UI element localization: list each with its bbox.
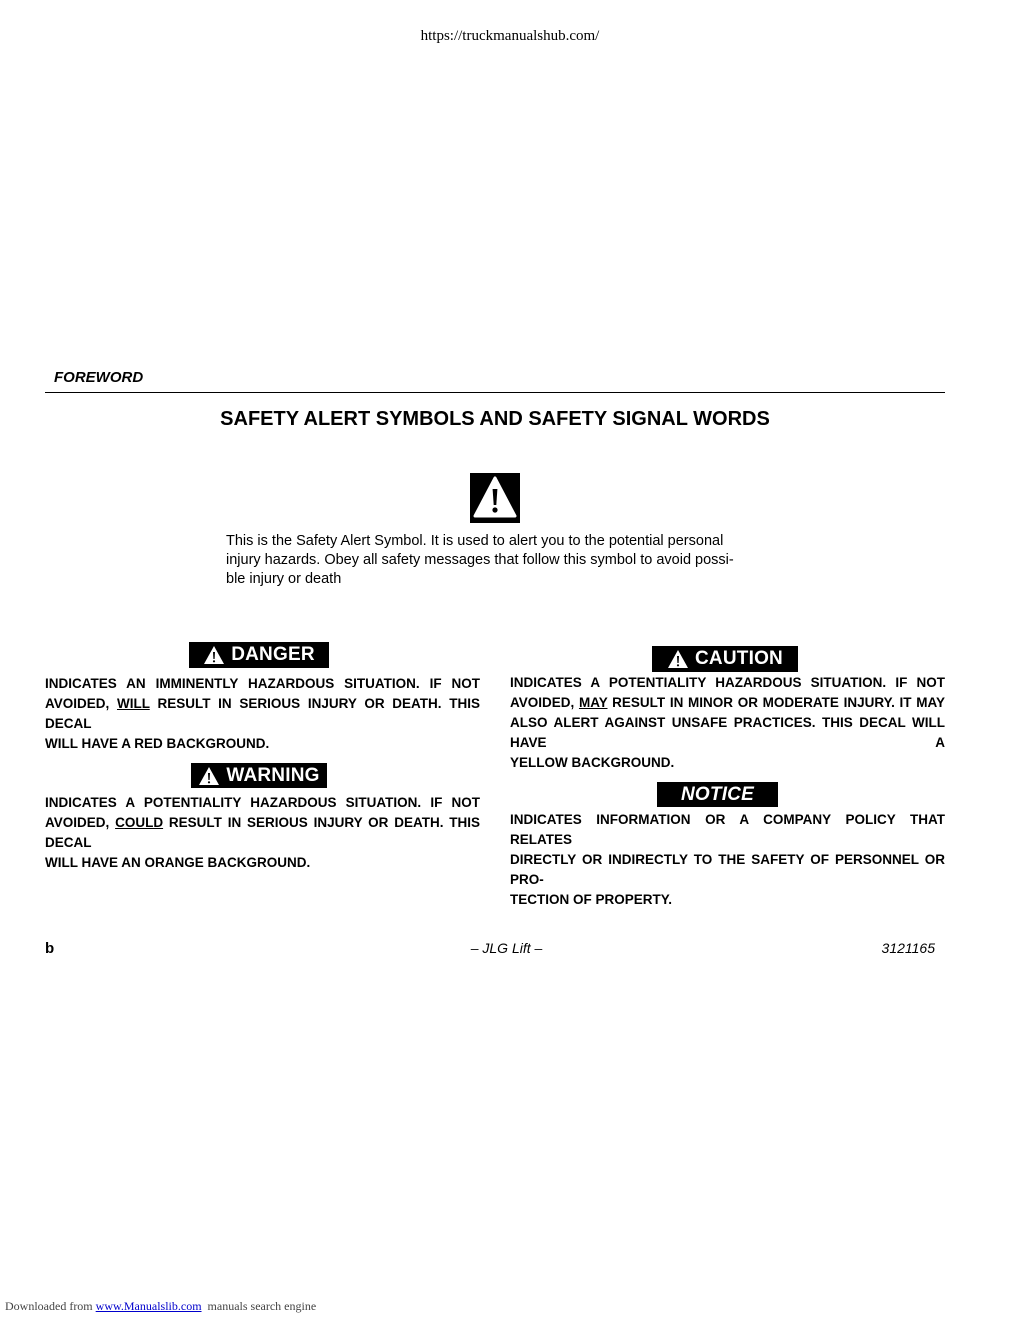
desc-line [45, 694, 480, 734]
danger-label: DANGER [231, 644, 315, 665]
emphasis-word: COULD [115, 815, 164, 830]
desc-text: RESULT IN SERIOUS INJURY OR DEATH. THIS DECAL [45, 696, 481, 731]
emphasis-word: WILL [116, 696, 150, 711]
intro-line: This is the Safety Alert Symbol. It is used to alert you to the potential personal [226, 533, 724, 549]
section-label: FOREWORD [54, 369, 144, 386]
page-number: b [45, 940, 55, 957]
desc-line: WILL HAVE AN ORANGE BACKGROUND. [45, 855, 311, 870]
warning-triangle-icon [667, 649, 689, 669]
page-title: SAFETY ALERT SYMBOLS AND SAFETY SIGNAL WORDS [220, 408, 770, 430]
document-number: 3121165 [881, 940, 935, 956]
notice-signal-badge [657, 782, 778, 807]
warning-signal-badge [191, 763, 327, 788]
caution-description [510, 673, 945, 773]
divider [45, 392, 945, 393]
desc-line: YELLOW BACKGROUND. [510, 755, 675, 770]
desc-line [45, 813, 480, 853]
download-note-suffix: manuals search engine [201, 1299, 317, 1313]
emphasis-word: MAY [578, 695, 608, 710]
warning-label: WARNING [226, 764, 320, 786]
danger-signal-badge [189, 642, 329, 668]
desc-line: INDICATES A POTENTIALITY HAZARDOUS SITUATION. IF NOT [45, 795, 480, 810]
danger-description [45, 674, 480, 754]
desc-line: INDICATES A POTENTIALITY HAZARDOUS SITUATION. IF NOT [510, 675, 945, 690]
download-note [5, 1299, 316, 1314]
desc-text: AVOIDED, [510, 695, 579, 710]
warning-triangle-icon [203, 645, 225, 665]
warning-triangle-icon [198, 766, 220, 786]
desc-line: WILL HAVE A RED BACKGROUND. [45, 736, 270, 751]
download-note-prefix: Downloaded from [5, 1299, 96, 1313]
header-url[interactable]: https://truckmanualshub.com/ [420, 28, 600, 44]
desc-line: ALSO ALERT AGAINST UNSAFE PRACTICES. THIS DECAL WILL HAVE A [510, 715, 945, 750]
caution-signal-badge [652, 646, 798, 672]
safety-alert-symbol-icon [470, 473, 520, 523]
intro-line: injury hazards. Obey all safety messages that follow this symbol to avoid possi- [226, 552, 734, 568]
notice-description [510, 810, 945, 910]
footer-center-text: – JLG Lift – [470, 940, 543, 956]
desc-text: RESULT IN MINOR OR MODERATE INJURY. IT MAY [607, 695, 945, 710]
desc-line [510, 693, 945, 713]
desc-line: DIRECTLY OR INDIRECTLY TO THE SAFETY OF PERSONNEL OR PRO- [510, 852, 945, 887]
desc-text: AVOIDED, [45, 815, 116, 830]
desc-line: INDICATES INFORMATION OR A COMPANY POLICY THAT RELATES [510, 812, 945, 847]
desc-line: TECTION OF PROPERTY. [510, 892, 673, 907]
caution-label: CAUTION [695, 648, 783, 669]
intro-line: ble injury or death [226, 571, 342, 587]
notice-label: NOTICE [681, 783, 754, 805]
intro-text [226, 532, 781, 589]
desc-line: INDICATES AN IMMINENTLY HAZARDOUS SITUATION. IF NOT [45, 676, 480, 691]
manualslib-link[interactable]: www.Manualslib.com [95, 1299, 202, 1313]
desc-text: RESULT IN SERIOUS INJURY OR DEATH. THIS DECAL [45, 815, 481, 850]
warning-description [45, 793, 480, 873]
desc-text: AVOIDED, [45, 696, 117, 711]
